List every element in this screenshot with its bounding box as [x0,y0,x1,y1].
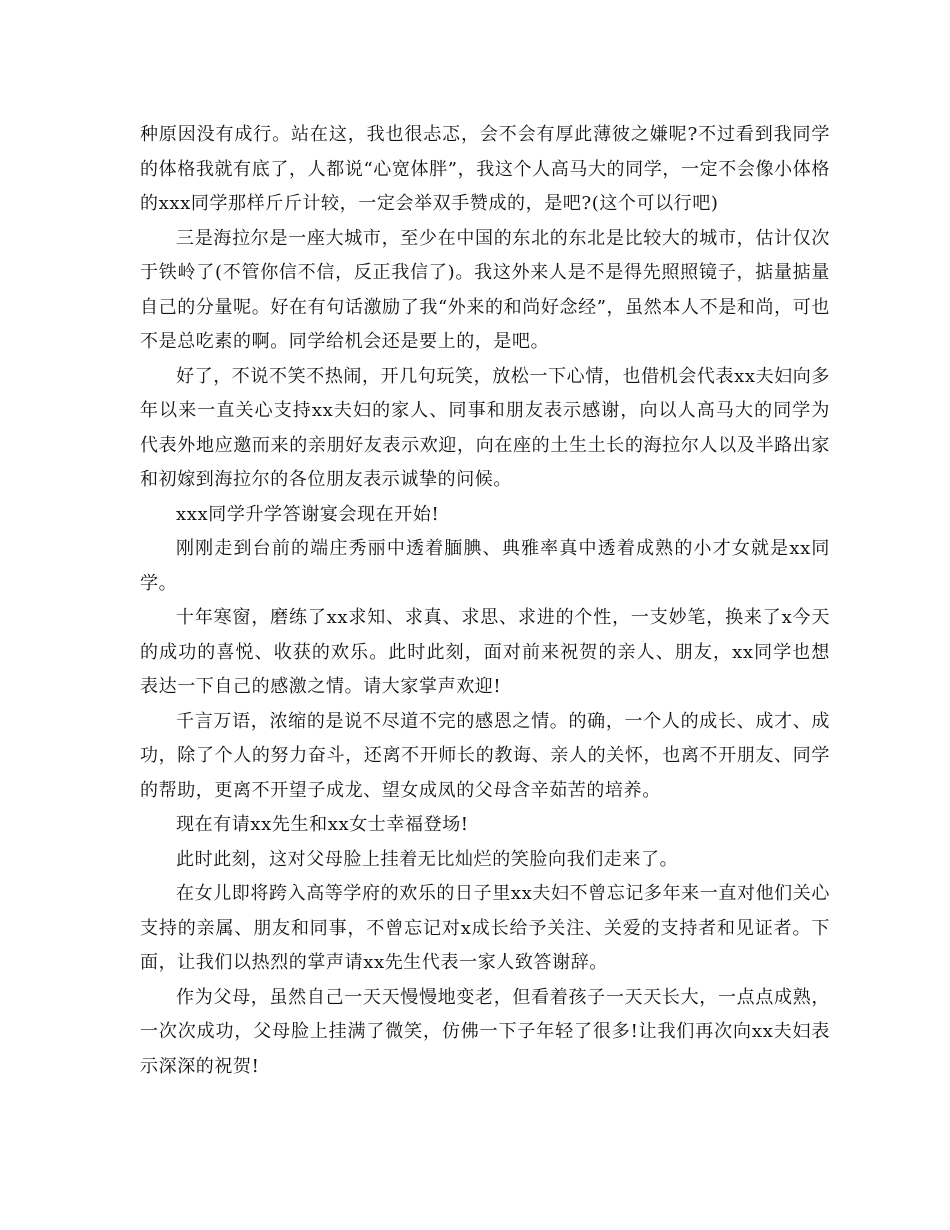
paragraph: 好了，不说不笑不热闹，开几句玩笑，放松一下心情，也借机会代表xx夫妇向多年以来一直关心支持xx夫妇的家人、同事和朋友表示感谢，向以人高马大的同学为代表外地应邀而来的亲朋好友表示欢迎，向在座的土生土长的海拉尔人以及半路出家和初嫁到海拉尔的各位朋友表示诚挚的问候。 [140,365,830,490]
paragraph: 在女儿即将跨入高等学府的欢乐的日子里xx夫妇不曾忘记多年来一直对他们关心支持的亲属、朋友和同事，不曾忘记对x成长给予关注、关爱的支持者和见证者。下面，让我们以热烈的掌声请xx先生代表一家人致答谢辞。 [140,883,830,973]
paragraph: 千言万语，浓缩的是说不尽道不完的感恩之情。的确，一个人的成长、成才、成功，除了个人的努力奋斗，还离不开师长的教诲、亲人的关怀，也离不开朋友、同学的帮助，更离不开望子成龙、望女成凤的父母含辛茹苦的培养。 [140,710,830,801]
paragraph: 刚刚走到台前的端庄秀丽中透着腼腆、典雅率真中透着成熟的小才女就是xx同学。 [140,538,830,594]
paragraph: 十年寒窗，磨练了xx求知、求真、求思、求进的个性，一支妙笔，换来了x今天的成功的喜悦、收获的欢乐。此时此刻，面对前来祝贺的亲人、朋友，xx同学也想表达一下自己的感激之情。请大家掌声欢迎! [140,607,830,697]
paragraph: 三是海拉尔是一座大城市，至少在中国的东北的东北是比较大的城市，估计仅次于铁岭了(不管你信不信，反正我信了)。我这外来人是不是得先照照镜子，掂量掂量自己的分量呢。好在有句话激励了我“外来的和尚好念经”，虽然本人不是和尚，可也不是总吃素的啊。同学给机会还是要上的，是吧。 [140,227,830,352]
paragraph: 作为父母，虽然自己一天天慢慢地变老，但看着孩子一天天长大，一点点成熟，一次次成功，父母脸上挂满了微笑，仿佛一下子年轻了很多!让我们再次向xx夫妇表示深深的祝贺! [140,986,830,1077]
document-body [140,118,830,1084]
paragraph: 现在有请xx先生和xx女士幸福登场! [176,814,469,835]
paragraph: 此时此刻，这对父母脸上挂着无比灿烂的笑脸向我们走来了。 [176,848,679,870]
paragraph: xxx同学升学答谢宴会现在开始! [176,503,440,525]
paragraph: 种原因没有成行。站在这，我也很忐忑，会不会有厚此薄彼之嫌呢?不过看到我同学的体格我就有底了，人都说“心宽体胖”，我这个人高马大的同学，一定不会像小体格的xxx同学那样斤斤计较，一定会举双手赞成的，是吧?(这个可以行吧) [140,124,830,214]
